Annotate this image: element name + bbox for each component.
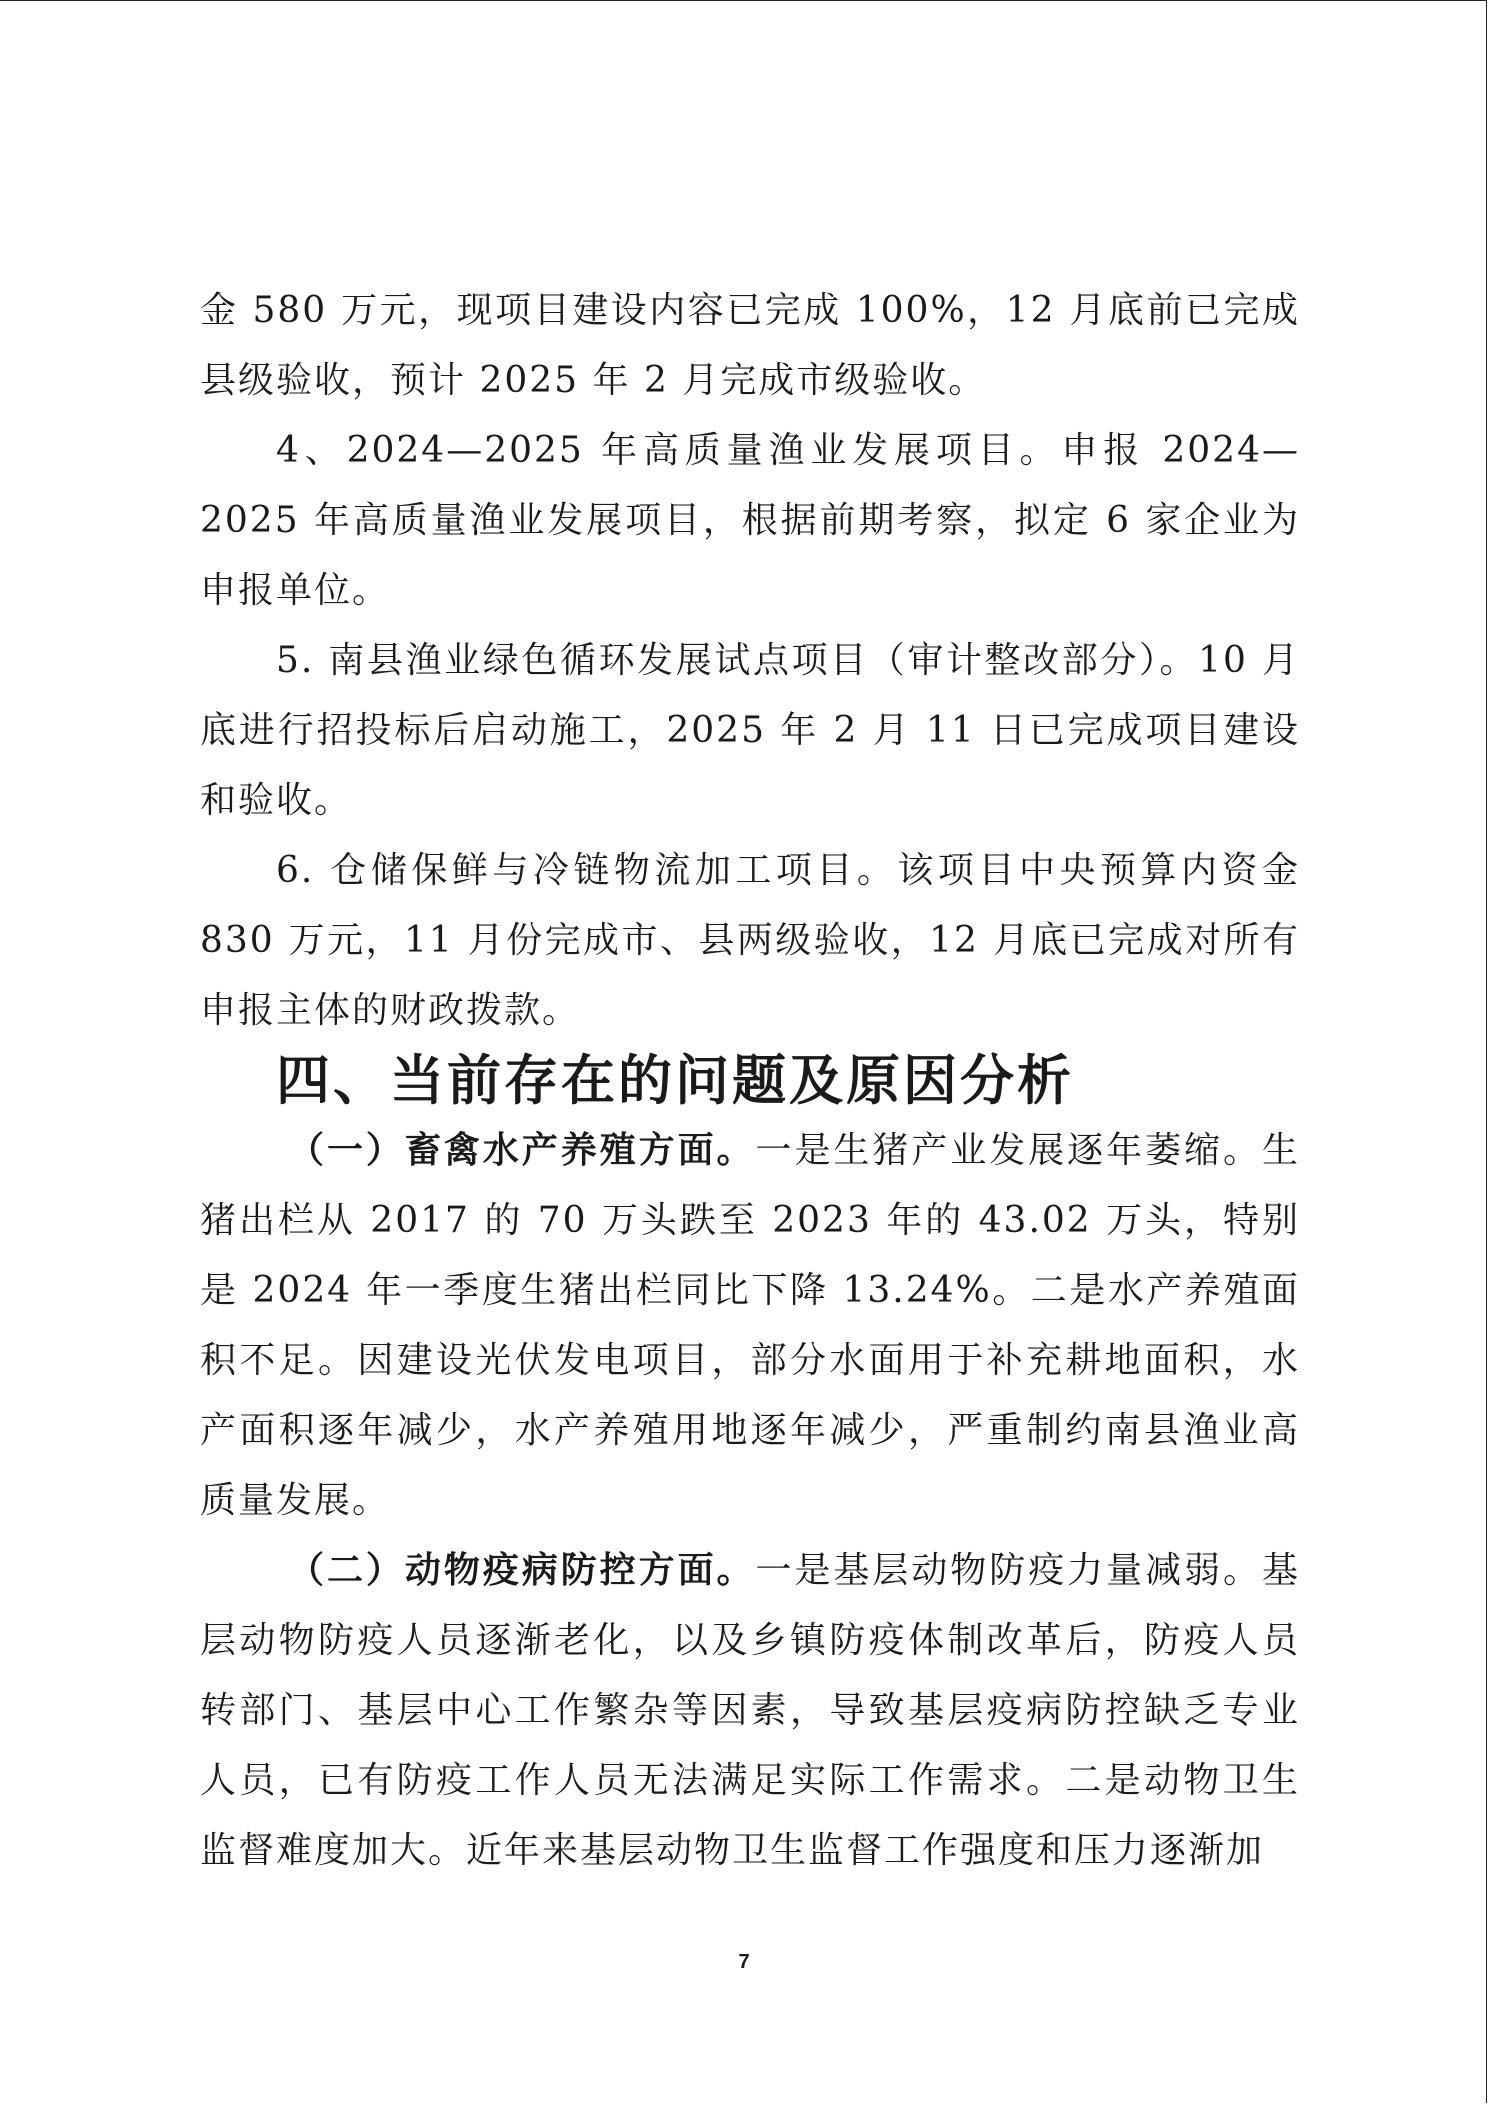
paragraph-disease-control — [200, 1536, 1300, 1886]
paragraph-body-disease: 一是基层动物防疫力量减弱。基层动物防疫人员逐渐老化，以及乡镇防疫体制改革后，防疫人员转部门、基层中心工作繁杂等因素，导致基层疫病防控缺乏专业人员，已有防疫工作人员无法满足实际工作需求。二是动物卫生监督难度加大。近年来基层动物卫生监督工作强度和压力逐渐加 — [200, 1550, 1300, 1871]
page-number: 7 — [738, 1951, 750, 1973]
document-body — [200, 276, 1300, 1886]
paragraph-lead-disease: （二）动物疫病防控方面。 — [288, 1550, 756, 1591]
paragraph-project-4: 4、2024—2025 年高质量渔业发展项目。申报 2024—2025 年高质量渔业发展项目，根据前期考察，拟定 6 家企业为申报单位。 — [200, 430, 1300, 611]
paragraph-project-6: 6. 仓储保鲜与冷链物流加工项目。该项目中央预算内资金 830 万元，11 月份完成市、县两级验收，12 月底已完成对所有申报主体的财政拨款。 — [200, 850, 1300, 1031]
paragraph-project-5: 5. 南县渔业绿色循环发展试点项目（审计整改部分）。10 月底进行招投标后启动施工，2025 年 2 月 11 日已完成项目建设和验收。 — [200, 640, 1300, 821]
paragraph-livestock-aquaculture — [200, 1116, 1300, 1536]
paragraph-lead-livestock: （一）畜禽水产养殖方面。 — [288, 1130, 756, 1171]
paragraph-project-3-continued: 金 580 万元，现项目建设内容已完成 100%，12 月底前已完成县级验收，预计 2025 年 2 月完成市级验收。 — [200, 290, 1300, 401]
paragraph-body-livestock: 一是生猪产业发展逐年萎缩。生猪出栏从 2017 的 70 万头跌至 2023 年的 43.02 万头，特别是 2024 年一季度生猪出栏同比下降 13.24%。二是水产养殖面积不足。因建设光伏发电项目，部分水面用于补充耕地面积，水产面积逐年减少，水产养殖用地逐年减少，严重制约南县渔业高质量发展。 — [200, 1130, 1300, 1521]
section-heading-problems: 四、当前存在的问题及原因分析 — [276, 1049, 1074, 1112]
